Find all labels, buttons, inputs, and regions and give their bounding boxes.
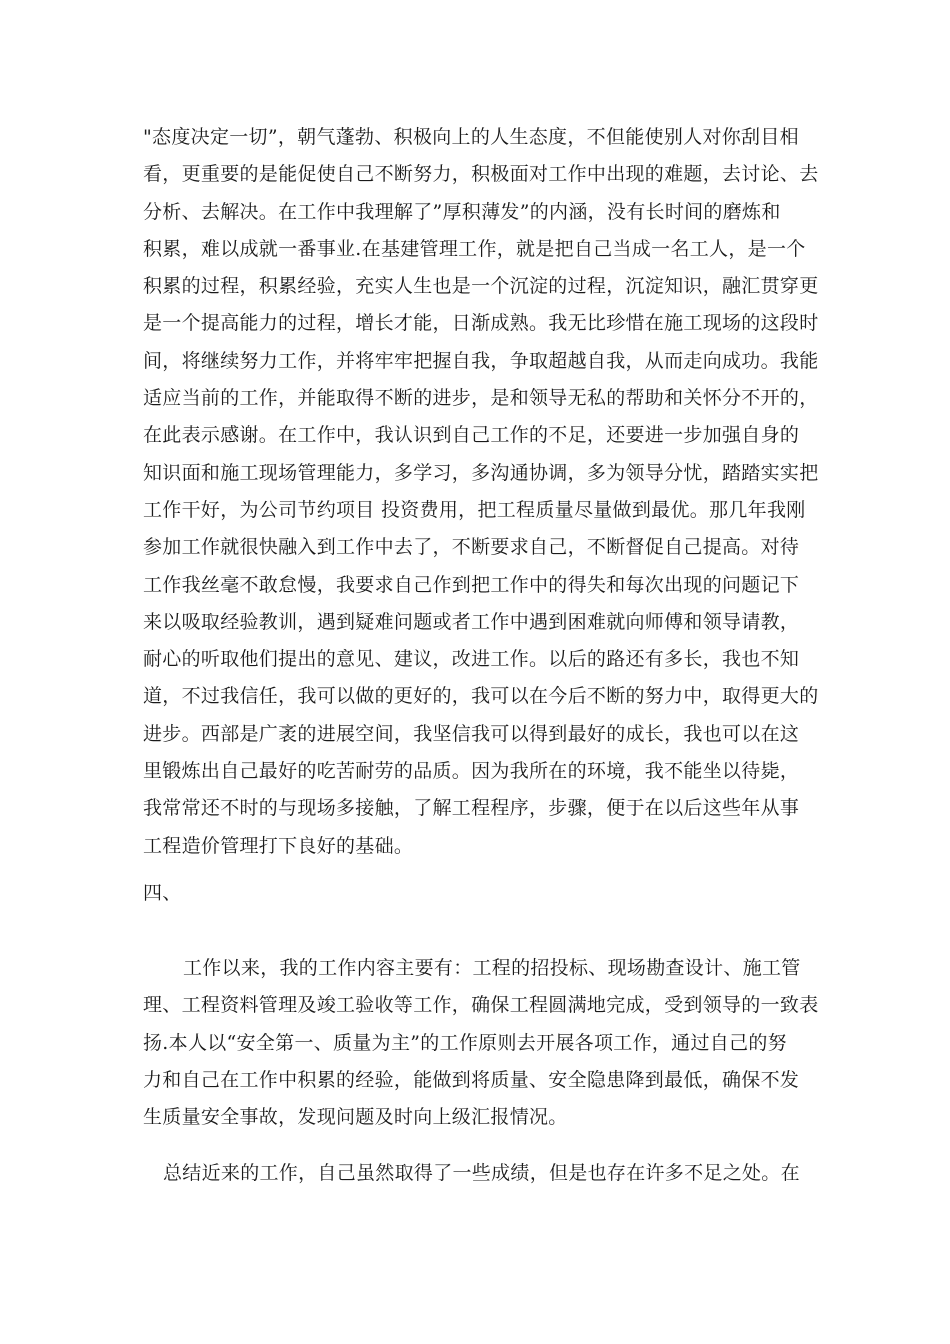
text-line: 是一个提高能力的过程，增长才能，日渐成熟。我无比珍惜在施工现场的这段时 (143, 312, 819, 335)
text-line: 知识面和施工现场管理能力，多学习，多沟通协调，多为领导分忧，踏踏实实把 (143, 461, 819, 484)
text-line: 力和自己在工作中积累的经验，能做到将质量、安全隐患降到最低，确保不发 (143, 1068, 800, 1091)
text-line: 分析、去解决。在工作中我理解了”厚积薄发”的内涵，没有长时间的磨炼和 (143, 200, 781, 223)
text-line: 积累的过程，积累经验，充实人生也是一个沉淀的过程，沉淀知识，融汇贯穿更 (143, 275, 819, 298)
text-line: 进步。西部是广袤的进展空间，我坚信我可以得到最好的成长，我也可以在这 (143, 722, 800, 745)
text-line: "态度决定一切”，朝气蓬勃、积极向上的人生态度，不但能使别人对你刮目相 (143, 126, 799, 148)
text-line: 我常常还不时的与现场多接触，了解工程程序，步骤，便于在以后这些年从事 (143, 797, 800, 820)
text-line: 工作以来，我的工作内容主要有：工程的招投标、现场勘查设计、施工管 (183, 957, 801, 979)
text-line: 工作我丝毫不敢怠慢，我要求自己作到把工作中的得失和每次出现的问题记下 (143, 573, 800, 596)
text-line: 生质量安全事故，发现问题及时向上级汇报情况。 (143, 1106, 568, 1129)
text-line: 间，将继续努力工作，并将牢牢把握自我，争取超越自我，从而走向成功。我能 (143, 349, 819, 372)
text-line: 工程造价管理打下良好的基础。 (143, 834, 414, 857)
text-line: 总结近来的工作，自己虽然取得了一些成绩，但是也存在许多不足之处。在 (163, 1162, 800, 1184)
text-line: 工作干好，为公司节约项目 投资费用，把工程质量尽量做到最优。那几年我刚 (143, 498, 806, 521)
text-line: 适应当前的工作，并能取得不断的进步，是和领导无私的帮助和关怀分不开的， (143, 387, 819, 410)
section-heading-text: 四、 (143, 882, 182, 904)
text-line: 来以吸取经验教训，遇到疑难问题或者工作中遇到困难就向师傅和领导请教， (143, 610, 800, 633)
text-line: 在此表示感谢。在工作中，我认识到自己工作的不足，还要进一步加强自身的 (143, 424, 800, 447)
text-line: 扬.本人以“安全第一、质量为主”的工作原则去开展各项工作，通过自己的努 (143, 1031, 787, 1054)
text-line: 道，不过我信任，我可以做的更好的，我可以在今后不断的努力中，取得更大的 (143, 685, 819, 708)
text-line: 耐心的听取他们提出的意见、建议，改进工作。以后的路还有多长，我也不知 (143, 648, 800, 671)
paragraph-work-content (143, 950, 819, 1136)
section-heading (143, 875, 808, 912)
text-line: 里锻炼出自己最好的吃苦耐劳的品质。因为我所在的环境，我不能坐以待毙， (143, 760, 800, 783)
text-line: 参加工作就很快融入到工作中去了，不断要求自己，不断督促自己提高。对待 (143, 536, 800, 559)
text-line: 积累，难以成就一番事业.在基建管理工作，就是把自己当成一名工人，是一个 (143, 237, 806, 260)
paragraph-summary (143, 1155, 808, 1192)
paragraph-attitude (143, 119, 819, 865)
text-line: 看，更重要的是能促使自己不断努力，积极面对工作中出现的难题，去讨论、去 (143, 163, 819, 186)
text-line: 理、工程资料管理及竣工验收等工作，确保工程圆满地完成，受到领导的一致表 (143, 994, 819, 1017)
